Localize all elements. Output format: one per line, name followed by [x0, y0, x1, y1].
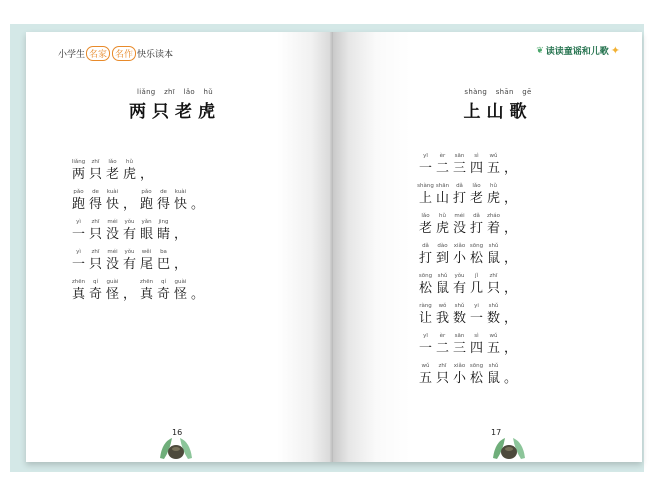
hanzi-character: 真: [139, 287, 153, 302]
poem-line: [417, 332, 519, 358]
poem-line-hanzi: [70, 256, 206, 274]
hanzi-character: 五: [486, 341, 500, 356]
poem-line: [70, 158, 206, 184]
hanzi-character: 奇: [88, 287, 102, 302]
hanzi-character: 五: [486, 161, 500, 176]
pinyin-syllable: [502, 182, 519, 190]
leaf-icon: ❦: [536, 45, 544, 56]
hanzi-character: 五: [418, 371, 432, 386]
hanzi-character: ，: [503, 161, 517, 176]
poem-line-hanzi: [417, 250, 519, 268]
hanzi-character: 得: [156, 197, 170, 212]
hanzi-character: 巴: [156, 257, 170, 272]
hanzi-character: 鼠: [435, 281, 449, 296]
poem-body-right: [417, 152, 519, 392]
hanzi-character: 尾: [139, 257, 153, 272]
open-book: [26, 32, 642, 462]
pinyin-syllable: shǔ: [488, 363, 499, 369]
pinyin-syllable: [502, 362, 519, 370]
hanzi-character: 打: [418, 251, 432, 266]
poem-line: [417, 242, 519, 268]
hanzi-character: 打: [452, 191, 466, 206]
pinyin-syllable: zhī: [489, 273, 498, 279]
pinyin-syllable: [502, 302, 519, 310]
hanzi-character: ，: [503, 341, 517, 356]
poem-line-pinyin: [70, 218, 206, 226]
pinyin-syllable: kuài: [106, 189, 119, 195]
pinyin-syllable: qí: [92, 279, 99, 285]
poem-line-hanzi: [417, 160, 519, 178]
poem-line: [70, 248, 206, 274]
poem-line-hanzi: [417, 190, 519, 208]
pinyin-syllable: [502, 272, 519, 280]
hanzi-character: 虎: [486, 191, 500, 206]
pinyin-syllable: méi: [454, 213, 465, 219]
pinyin-syllable: [138, 158, 155, 166]
poem-line-pinyin: [417, 362, 519, 370]
series-header-highlight-2: 名作: [112, 46, 136, 61]
hanzi-character: 老: [418, 221, 432, 236]
poem-line: [417, 272, 519, 298]
hanzi-character: ，: [503, 281, 517, 296]
pinyin-syllable: sān: [454, 153, 465, 159]
series-header-highlight-1: 名家: [86, 46, 110, 61]
series-header-pre: 小学生: [58, 50, 86, 60]
poem-line-pinyin: [417, 302, 519, 310]
poem-line-hanzi: [70, 286, 206, 304]
series-header: [58, 46, 173, 61]
poem-line-hanzi: [70, 226, 206, 244]
pinyin-syllable: dǎ: [456, 183, 463, 189]
pinyin-syllable: shān: [435, 183, 450, 189]
pinyin-syllable: yǒu: [124, 219, 135, 225]
hanzi-character: 一: [418, 341, 432, 356]
hanzi-character: 快: [173, 197, 187, 212]
poem-line-pinyin: [417, 242, 519, 250]
poem-line-hanzi: [70, 196, 206, 214]
pinyin-syllable: lǎo: [421, 213, 430, 219]
pinyin-syllable: de: [92, 189, 99, 195]
sparkle-icon: ✦: [610, 44, 620, 57]
pinyin-syllable: méi: [107, 219, 118, 225]
poem-line: [417, 302, 519, 328]
hanzi-character: 我: [435, 311, 449, 326]
pinyin-syllable: shàng: [417, 183, 434, 189]
pinyin-syllable: shǔ: [454, 303, 465, 309]
hanzi-character: 有: [452, 281, 466, 296]
hanzi-character: 。: [190, 287, 204, 302]
hanzi-character: 松: [418, 281, 432, 296]
pinyin-syllable: wǔ: [489, 333, 498, 339]
hanzi-character: 打: [469, 221, 483, 236]
leaf-bug-ornament-icon: [156, 432, 196, 460]
poem-line: [417, 362, 519, 388]
hanzi-character: 跑: [71, 197, 85, 212]
hanzi-character: 着: [486, 221, 500, 236]
poem-line-pinyin: [417, 212, 519, 220]
right-page: [333, 32, 642, 462]
pinyin-syllable: méi: [107, 249, 118, 255]
pinyin-syllable: yǒu: [124, 249, 135, 255]
pinyin-syllable: zhēn: [139, 279, 154, 285]
pinyin-syllable: zhī: [91, 249, 100, 255]
poem-title-pinyin: shàng shān gē: [464, 88, 532, 96]
pinyin-syllable: ba: [160, 249, 167, 255]
pinyin-syllable: yi: [474, 303, 479, 309]
series-header-post: 快乐读本: [137, 50, 174, 60]
poem-line: [417, 212, 519, 238]
hanzi-character: ，: [503, 191, 517, 206]
poem-body-left: [70, 158, 206, 308]
pinyin-syllable: wǒ: [438, 303, 447, 309]
hanzi-character: 数: [486, 311, 500, 326]
pinyin-syllable: guài: [174, 279, 187, 285]
hanzi-character: 鼠: [486, 251, 500, 266]
hanzi-character: 没: [452, 221, 466, 236]
pinyin-syllable: sōng: [469, 243, 484, 249]
pinyin-syllable: sōng: [469, 363, 484, 369]
poem-line-hanzi: [417, 370, 519, 388]
pinyin-syllable: zháo: [486, 213, 501, 219]
hanzi-character: 老: [105, 167, 119, 182]
hanzi-character: ，: [503, 311, 517, 326]
poem-line-pinyin: [70, 248, 206, 256]
hanzi-character: 让: [418, 311, 432, 326]
pinyin-syllable: zhī: [438, 363, 447, 369]
pinyin-syllable: sì: [474, 153, 479, 159]
hanzi-character: 虎: [435, 221, 449, 236]
pinyin-syllable: shǔ: [488, 303, 499, 309]
poem-line-pinyin: [417, 272, 519, 280]
pinyin-syllable: xiǎo: [453, 363, 466, 369]
pinyin-syllable: èr: [439, 153, 446, 159]
hanzi-character: 怪: [105, 287, 119, 302]
hanzi-character: 眼: [139, 227, 153, 242]
hanzi-character: ，: [173, 257, 187, 272]
hanzi-character: 二: [435, 341, 449, 356]
pinyin-syllable: [189, 278, 206, 286]
poem-title-hanzi: 两只老虎: [129, 102, 221, 122]
pinyin-syllable: pǎo: [141, 189, 152, 195]
leaf-bug-ornament-icon: [489, 432, 529, 460]
pinyin-syllable: lǎo: [472, 183, 481, 189]
pinyin-syllable: [189, 188, 206, 196]
poem-line-pinyin: [70, 278, 206, 286]
hanzi-character: 三: [452, 161, 466, 176]
pinyin-syllable: shǔ: [437, 273, 448, 279]
hanzi-character: 真: [71, 287, 85, 302]
hanzi-character: 奇: [156, 287, 170, 302]
pinyin-syllable: yī: [423, 153, 428, 159]
pinyin-syllable: lǎo: [108, 159, 117, 165]
pinyin-syllable: dǎ: [422, 243, 429, 249]
pinyin-syllable: guài: [106, 279, 119, 285]
pinyin-syllable: [172, 218, 189, 226]
page-number: 16: [172, 428, 183, 437]
pinyin-syllable: zhī: [91, 219, 100, 225]
pinyin-syllable: de: [160, 189, 167, 195]
hanzi-character: 二: [435, 161, 449, 176]
poem-line-pinyin: [417, 182, 519, 190]
hanzi-character: 只: [486, 281, 500, 296]
pinyin-syllable: zhī: [91, 159, 100, 165]
pinyin-syllable: jǐ: [474, 273, 479, 279]
hanzi-character: 只: [88, 227, 102, 242]
poem-line-hanzi: [417, 280, 519, 298]
hanzi-character: 睛: [156, 227, 170, 242]
hanzi-character: 松: [469, 251, 483, 266]
hanzi-character: 得: [88, 197, 102, 212]
poem-line-hanzi: [417, 340, 519, 358]
poem-title-left: [120, 88, 230, 122]
hanzi-character: 四: [469, 161, 483, 176]
pinyin-syllable: yǒu: [454, 273, 465, 279]
section-header: [536, 44, 620, 57]
hanzi-character: 老: [469, 191, 483, 206]
hanzi-character: 虎: [122, 167, 136, 182]
poem-title-pinyin: liǎng zhī lǎo hǔ: [136, 88, 214, 96]
pinyin-syllable: hǔ: [490, 183, 497, 189]
pinyin-syllable: yì: [76, 219, 81, 225]
poem-title-right: [448, 88, 548, 122]
pinyin-syllable: shǔ: [488, 243, 499, 249]
poem-line-hanzi: [417, 310, 519, 328]
hanzi-character: 一: [71, 227, 85, 242]
poem-line-pinyin: [70, 188, 206, 196]
hanzi-character: ，: [122, 287, 136, 302]
poem-title-hanzi: 上山歌: [463, 102, 533, 122]
pinyin-syllable: wǔ: [489, 153, 498, 159]
left-page: [26, 32, 333, 462]
hanzi-character: 有: [122, 257, 136, 272]
pinyin-syllable: liǎng: [71, 159, 86, 165]
section-header-label: 读读童谣和儿歌: [545, 47, 609, 57]
hanzi-character: 小: [452, 371, 466, 386]
pinyin-syllable: kuài: [174, 189, 187, 195]
pinyin-syllable: [502, 332, 519, 340]
poem-line-pinyin: [417, 152, 519, 160]
pinyin-syllable: [172, 248, 189, 256]
pinyin-syllable: qí: [160, 279, 167, 285]
pinyin-syllable: [502, 152, 519, 160]
poem-line: [417, 182, 519, 208]
hanzi-character: 跑: [139, 197, 153, 212]
hanzi-character: 三: [452, 341, 466, 356]
pinyin-syllable: hǔ: [126, 159, 133, 165]
pinyin-syllable: sōng: [418, 273, 433, 279]
pinyin-syllable: sì: [474, 333, 479, 339]
hanzi-character: 只: [88, 167, 102, 182]
hanzi-character: ，: [503, 221, 517, 236]
pinyin-syllable: sān: [454, 333, 465, 339]
hanzi-character: 松: [469, 371, 483, 386]
poem-line: [70, 188, 206, 214]
hanzi-character: ，: [139, 167, 153, 182]
hanzi-character: 只: [435, 371, 449, 386]
hanzi-character: ，: [173, 227, 187, 242]
pinyin-syllable: [121, 278, 138, 286]
pinyin-syllable: ràng: [419, 303, 432, 309]
hanzi-character: 。: [190, 197, 204, 212]
poem-line-pinyin: [70, 158, 206, 166]
hanzi-character: 有: [122, 227, 136, 242]
hanzi-character: 一: [469, 311, 483, 326]
pinyin-syllable: [121, 188, 138, 196]
pinyin-syllable: zhēn: [71, 279, 86, 285]
hanzi-character: 到: [435, 251, 449, 266]
poem-line-hanzi: [70, 166, 206, 184]
poem-line: [70, 218, 206, 244]
hanzi-character: 。: [503, 371, 517, 386]
hanzi-character: 上: [418, 191, 432, 206]
hanzi-character: 两: [71, 167, 85, 182]
hanzi-character: 鼠: [486, 371, 500, 386]
page-number: 17: [491, 428, 502, 437]
hanzi-character: 没: [105, 227, 119, 242]
pinyin-syllable: jing: [158, 219, 169, 225]
hanzi-character: 一: [418, 161, 432, 176]
poem-line: [417, 152, 519, 178]
pinyin-syllable: hǔ: [439, 213, 446, 219]
hanzi-character: ，: [122, 197, 136, 212]
hanzi-character: 一: [71, 257, 85, 272]
hanzi-character: 怪: [173, 287, 187, 302]
pinyin-syllable: dào: [437, 243, 448, 249]
pinyin-syllable: [502, 242, 519, 250]
pinyin-syllable: wǔ: [421, 363, 430, 369]
pinyin-syllable: yǎn: [141, 219, 152, 225]
pinyin-syllable: xiǎo: [453, 243, 466, 249]
hanzi-character: 四: [469, 341, 483, 356]
hanzi-character: 没: [105, 257, 119, 272]
hanzi-character: 几: [469, 281, 483, 296]
pinyin-syllable: dǎ: [473, 213, 480, 219]
poem-line-pinyin: [417, 332, 519, 340]
pinyin-syllable: [502, 212, 519, 220]
hanzi-character: 只: [88, 257, 102, 272]
pinyin-syllable: wěi: [141, 249, 152, 255]
hanzi-character: ，: [503, 251, 517, 266]
pinyin-syllable: èr: [439, 333, 446, 339]
pinyin-syllable: pǎo: [73, 189, 84, 195]
pinyin-syllable: yì: [76, 249, 81, 255]
hanzi-character: 小: [452, 251, 466, 266]
hanzi-character: 山: [435, 191, 449, 206]
poem-line: [70, 278, 206, 304]
poem-line-hanzi: [417, 220, 519, 238]
pinyin-syllable: yī: [423, 333, 428, 339]
hanzi-character: 数: [452, 311, 466, 326]
hanzi-character: 快: [105, 197, 119, 212]
